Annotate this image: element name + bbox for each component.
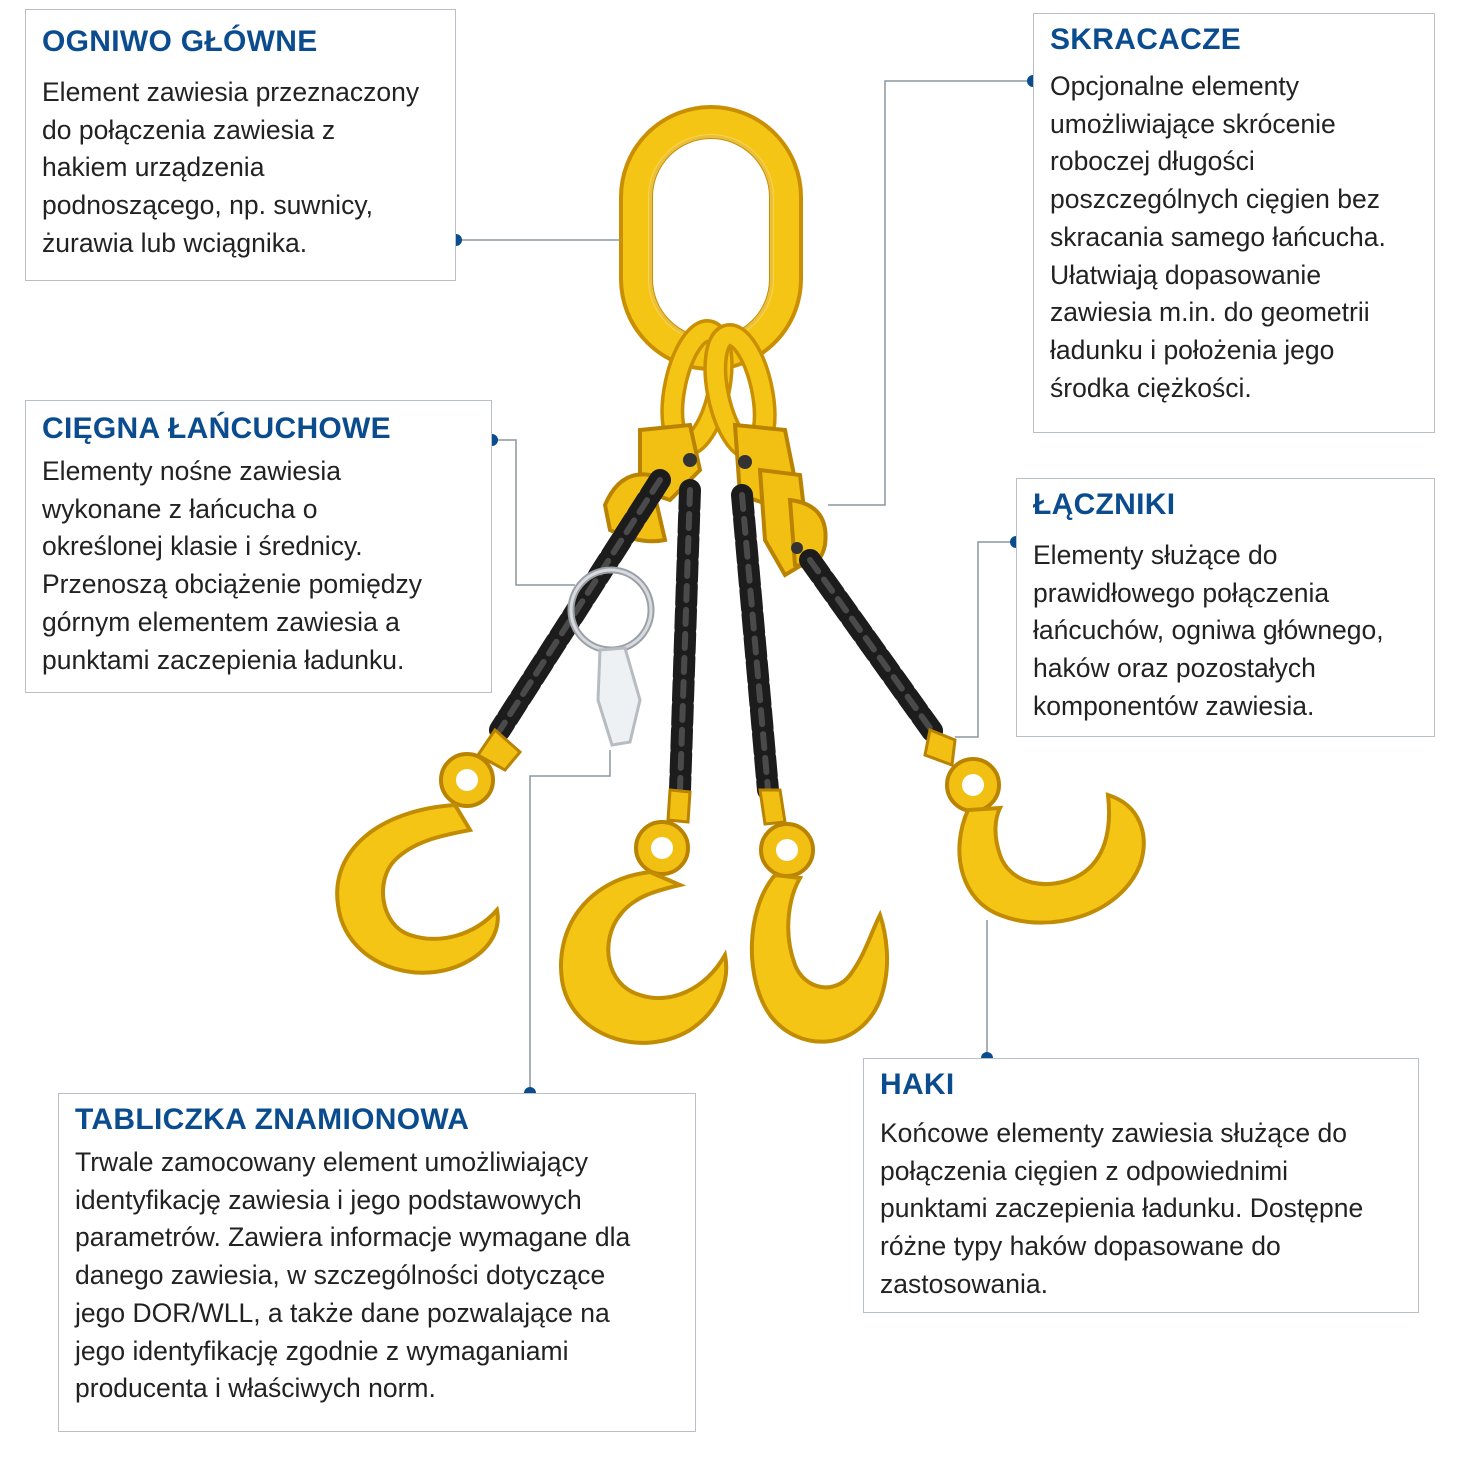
callout-text: Elementy nośne zawiesia wykonane z łańcucha o określonej klasie i średnicy. Przenoszą obciążenie pomiędzy górnym elementem zawiesia a punktami zaczepienia ładunku. <box>42 456 423 675</box>
callout-title: SKRACACZE <box>1050 23 1242 56</box>
callout-title: ŁĄCZNIKI <box>1033 488 1176 521</box>
callout-haki <box>863 1058 1419 1313</box>
callout-text: Końcowe elementy zawiesia służące do połączenia cięgien z odpowiednimi punktami zaczepienia ładunku. Dostępne różne typy haków dopasowane do zastosowania. <box>880 1118 1364 1299</box>
connector-ciegna <box>492 440 575 585</box>
callout-ogniwo-glowne <box>25 9 456 281</box>
callout-ciegna-lancuchowe <box>25 400 492 693</box>
callout-laczniki <box>1016 478 1435 737</box>
callout-text: Element zawiesia przeznaczony do połączenia zawiesia z hakiem urządzenia podnoszącego, np. suwnicy, żurawia lub wciągnika. <box>42 77 420 258</box>
callout-text: Opcjonalne elementy umożliwiające skrócenie roboczej długości poszczególnych cięgien bez skracania samego łańcucha. Ułatwiają dopasowanie zawiesia m.in. do geometrii ładunku i położenia jego środka ciężkości. <box>1050 71 1386 403</box>
callout-text: Elementy służące do prawidłowego połączenia łańcuchów, ogniwa głównego, haków oraz pozostałych komponentów zawiesia. <box>1033 540 1384 721</box>
callout-title: OGNIWO GŁÓWNE <box>42 25 318 58</box>
connector-laczniki <box>955 542 1016 737</box>
callout-title: CIĘGNA ŁAŃCUCHOWE <box>42 412 391 445</box>
callout-title: HAKI <box>880 1068 955 1101</box>
callout-skracacze <box>1033 13 1435 433</box>
callout-text: Trwale zamocowany element umożliwiający identyfikację zawiesia i jego podstawowych parametrów. Zawiera informacje wymagane dla danego zawiesia, w szczególności dotyczące jego DOR/WLL, a także dane pozwalające na jego identyfikację zgodnie z wymaganiami producenta i właściwych norm. <box>75 1147 631 1404</box>
callout-title: TABLICZKA ZNAMIONOWA <box>75 1103 470 1136</box>
connector-skracacze <box>828 81 1033 505</box>
connector-tabliczka <box>530 750 610 1093</box>
callout-tabliczka-znamionowa <box>58 1093 696 1432</box>
